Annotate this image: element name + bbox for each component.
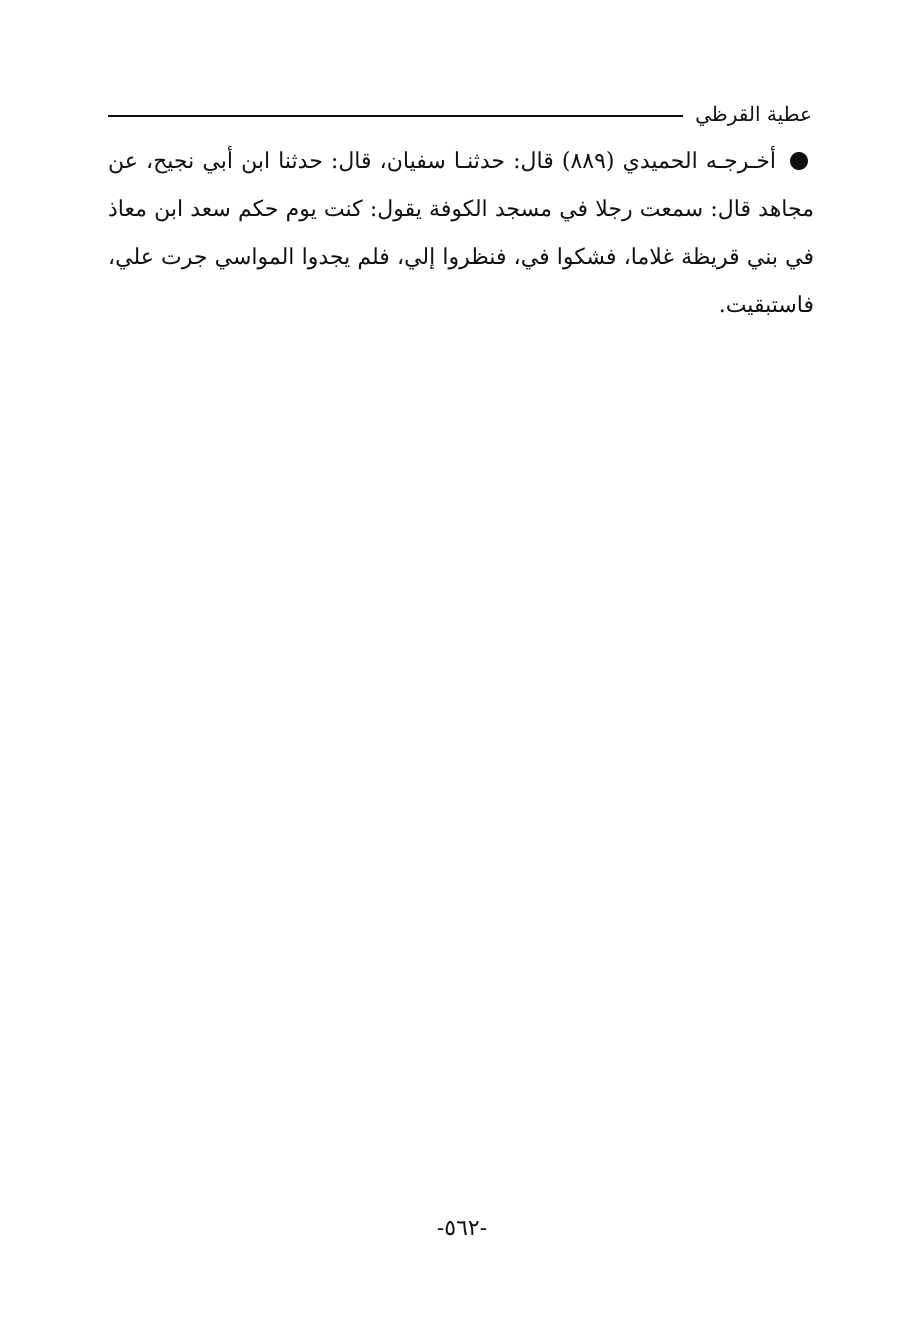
running-header	[108, 98, 812, 130]
entry-text: أخـرجـه الحميدي (٨٨٩) قال: حدثنـا سفيان، قال: حدثنا ابن أبي نجيح، عن مجاهد قال: سمعت رجلا في مسجد الكوفة يقول: كنت يوم حكم سعد ابن معاذ في بني قريظة غلاما، فشكوا في، فنظروا إلي، فلم يجدوا المواسي جرت علي، فاستبقيت.	[108, 149, 814, 318]
bullet-icon	[790, 152, 808, 170]
header-rule	[108, 115, 683, 117]
header-title: عطية القرظي	[695, 102, 812, 126]
hadith-entry	[108, 138, 814, 330]
page-number: -٥٦٢-	[436, 1216, 488, 1241]
